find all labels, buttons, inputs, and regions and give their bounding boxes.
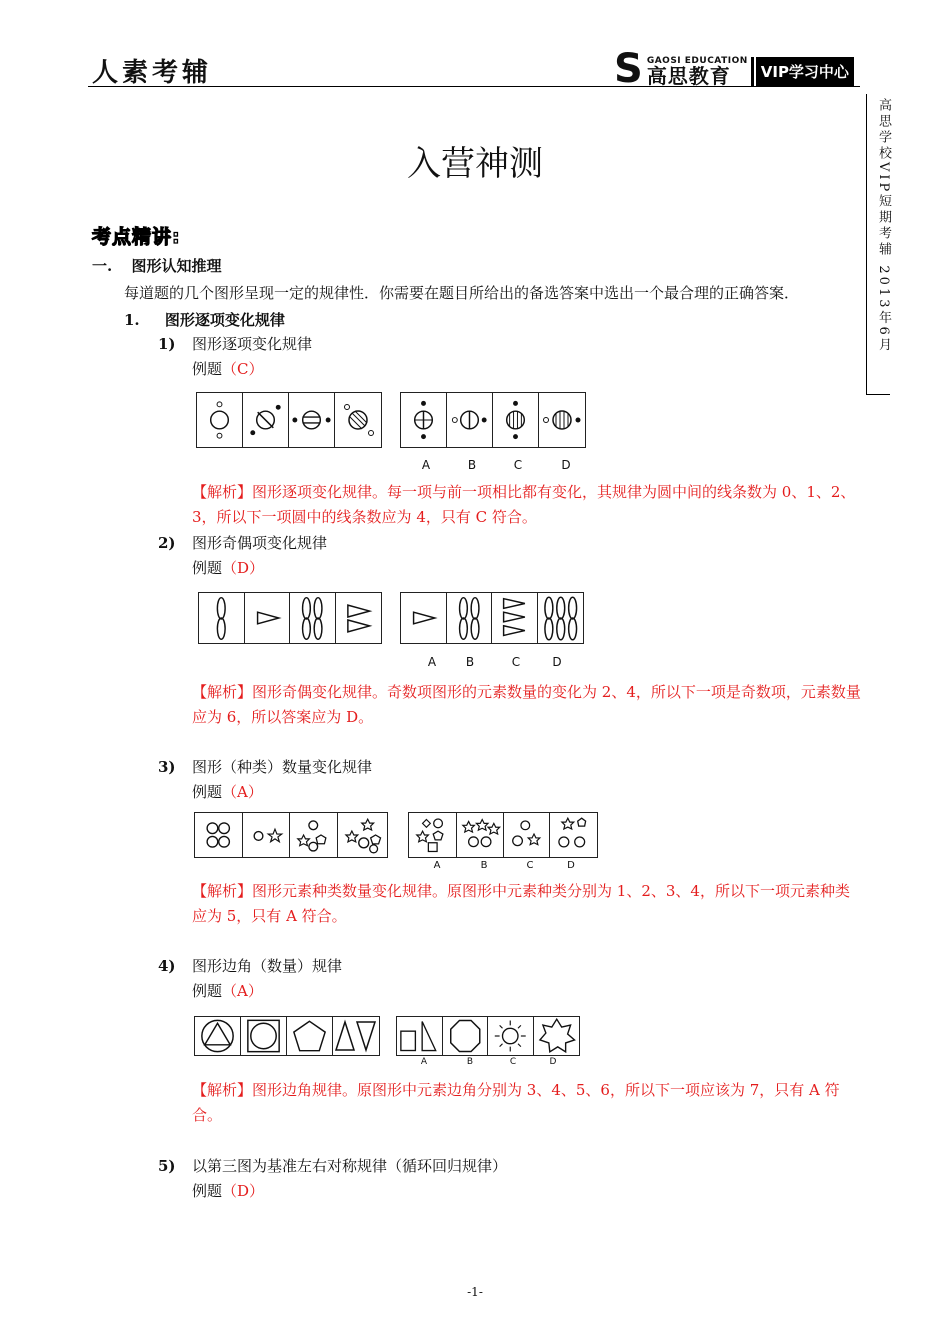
side-vertical-text: 高思学校VIP短期考辅 2013年6月 bbox=[876, 98, 891, 354]
option-cell-d bbox=[538, 593, 583, 643]
option-cell-a bbox=[409, 813, 457, 857]
example-answer: （A） bbox=[222, 982, 263, 1000]
option-label-b: B bbox=[465, 655, 475, 669]
example-text: 例题 bbox=[192, 559, 223, 577]
item-heading bbox=[158, 955, 342, 976]
option-label-c: C bbox=[511, 655, 521, 669]
example-label bbox=[192, 781, 263, 802]
option-cell-c bbox=[488, 1017, 534, 1055]
example-answer: （C） bbox=[222, 360, 264, 378]
figure-cell bbox=[290, 813, 338, 857]
figure-cell bbox=[195, 813, 243, 857]
example-text: 例题 bbox=[192, 360, 223, 378]
figure-cell bbox=[338, 813, 387, 857]
option-label-c: C bbox=[513, 458, 523, 472]
example-text: 例题 bbox=[192, 783, 223, 801]
analysis-text: 【解析】图形奇偶变化规律。奇数项图形的元素数量的变化为 2、4，所以下一项是奇数项，元素数量应为 6，所以答案应为 D。 bbox=[192, 683, 861, 726]
option-cell-d bbox=[534, 1017, 579, 1055]
logo-cn: 高思教育 bbox=[646, 64, 731, 88]
option-label-b: B bbox=[480, 860, 488, 871]
example-label bbox=[192, 358, 264, 379]
header-rule bbox=[88, 86, 860, 87]
item-number: 4) bbox=[158, 957, 176, 975]
item-heading bbox=[158, 532, 327, 553]
question-figure-strip bbox=[194, 812, 388, 858]
section-number: 一. bbox=[92, 257, 113, 275]
figure-cell bbox=[333, 1017, 379, 1055]
item-title: 图形奇偶项变化规律 bbox=[192, 534, 328, 552]
option-cell-a bbox=[401, 593, 447, 643]
subsection-number: 1. bbox=[124, 311, 140, 329]
figure-cell bbox=[243, 393, 289, 447]
intro-paragraph: 每道题的几个图形呈现一定的规律性．你需要在题目所给出的备选答案中选出一个最合理的正确答案． bbox=[124, 284, 800, 302]
subsection-title: 图形逐项变化规律 bbox=[164, 311, 285, 329]
figure-cell bbox=[289, 393, 335, 447]
example-label bbox=[192, 980, 263, 1001]
option-label-b: B bbox=[466, 1057, 474, 1067]
option-label-a: A bbox=[427, 655, 437, 669]
example-text: 例题 bbox=[192, 1182, 223, 1200]
item-title: 图形逐项变化规律 bbox=[192, 335, 313, 353]
analysis-text: 【解析】图形边角规律。原图形中元素边角分别为 3、4、5、6，所以下一项应该为 7，只有 A 符合。 bbox=[192, 1081, 840, 1124]
option-cell-b bbox=[457, 813, 505, 857]
example-answer: （D） bbox=[222, 1182, 265, 1200]
analysis-text: 【解析】图形逐项变化规律。每一项与前一项相比都有变化，其规律为圆中间的线条数为 0、1、2、3，所以下一项圆中的线条数应为 4，只有 C 符合。 bbox=[192, 483, 856, 526]
item-title: 以第三图为基准左右对称规律（循环回归规律） bbox=[192, 1157, 508, 1175]
option-label-a: A bbox=[420, 1057, 428, 1067]
figure-cell bbox=[335, 393, 381, 447]
answer-figure-strip bbox=[396, 1016, 580, 1056]
figure-cell bbox=[241, 1017, 287, 1055]
example-label bbox=[192, 1180, 264, 1201]
page-number: -1- bbox=[467, 1285, 483, 1299]
option-label-d: D bbox=[549, 1057, 557, 1067]
option-label-d: D bbox=[561, 458, 571, 472]
figure-cell bbox=[197, 393, 243, 447]
item-heading bbox=[158, 333, 312, 354]
logo-text bbox=[647, 57, 748, 86]
item-heading bbox=[158, 1155, 507, 1176]
option-label-b: B bbox=[467, 458, 477, 472]
option-cell-a bbox=[401, 393, 447, 447]
example-label bbox=[192, 557, 264, 578]
option-label-c: C bbox=[526, 860, 534, 871]
logo-vip: VIP学习中心 bbox=[754, 57, 854, 86]
item-title: 图形边角（数量）规律 bbox=[192, 957, 343, 975]
option-cell-b bbox=[443, 1017, 489, 1055]
section-title: 图形认知推理 bbox=[131, 257, 222, 275]
side-rule-bottom bbox=[866, 394, 890, 395]
option-cell-d bbox=[539, 393, 585, 447]
item-number: 5) bbox=[158, 1157, 176, 1175]
option-cell-b bbox=[447, 593, 493, 643]
answer-figure-strip bbox=[408, 812, 598, 858]
option-cell-d bbox=[550, 813, 597, 857]
option-label-d: D bbox=[567, 860, 575, 871]
item-number: 3) bbox=[158, 758, 176, 776]
section-heading bbox=[92, 255, 221, 276]
option-cell-c bbox=[493, 393, 539, 447]
option-cell-c bbox=[504, 813, 550, 857]
option-label-a: A bbox=[421, 458, 431, 472]
gaosi-logo bbox=[614, 46, 854, 92]
question-figure-strip bbox=[196, 392, 382, 448]
example-text: 例题 bbox=[192, 982, 223, 1000]
figure-cell bbox=[290, 593, 336, 643]
question-figure-strip bbox=[194, 1016, 380, 1056]
figure-cell bbox=[336, 593, 381, 643]
gaosi-s-mark-icon: S bbox=[614, 46, 643, 92]
option-cell-b bbox=[447, 393, 493, 447]
option-label-d: D bbox=[552, 655, 562, 669]
figure-cell bbox=[195, 1017, 241, 1055]
example-answer: （A） bbox=[222, 783, 263, 801]
option-label-c: C bbox=[509, 1057, 517, 1067]
example-answer: （D） bbox=[222, 559, 265, 577]
figure-cell bbox=[245, 593, 291, 643]
page-title: 入营神测 bbox=[407, 144, 543, 184]
section-kaodian: 考点精讲: bbox=[92, 226, 181, 248]
figure-cell bbox=[243, 813, 291, 857]
item-title: 图形（种类）数量变化规律 bbox=[192, 758, 373, 776]
subsection-heading bbox=[124, 309, 285, 330]
question-figure-strip bbox=[198, 592, 382, 644]
figure-cell bbox=[199, 593, 245, 643]
answer-figure-strip bbox=[400, 592, 584, 644]
analysis-text: 【解析】图形元素种类数量变化规律。原图形中元素种类分别为 1、2、3、4，所以下一项元素种类应为 5，只有 A 符合。 bbox=[192, 882, 850, 925]
figure-cell bbox=[287, 1017, 333, 1055]
item-heading bbox=[158, 756, 372, 777]
option-label-a: A bbox=[433, 860, 441, 871]
answer-figure-strip bbox=[400, 392, 586, 448]
item-number: 1) bbox=[158, 335, 176, 353]
option-cell-a bbox=[397, 1017, 443, 1055]
item-number: 2) bbox=[158, 534, 176, 552]
header-left-title: 人素考辅 bbox=[92, 58, 213, 88]
option-cell-c bbox=[492, 593, 538, 643]
logo-en: GAOSI EDUCATION bbox=[646, 56, 748, 66]
